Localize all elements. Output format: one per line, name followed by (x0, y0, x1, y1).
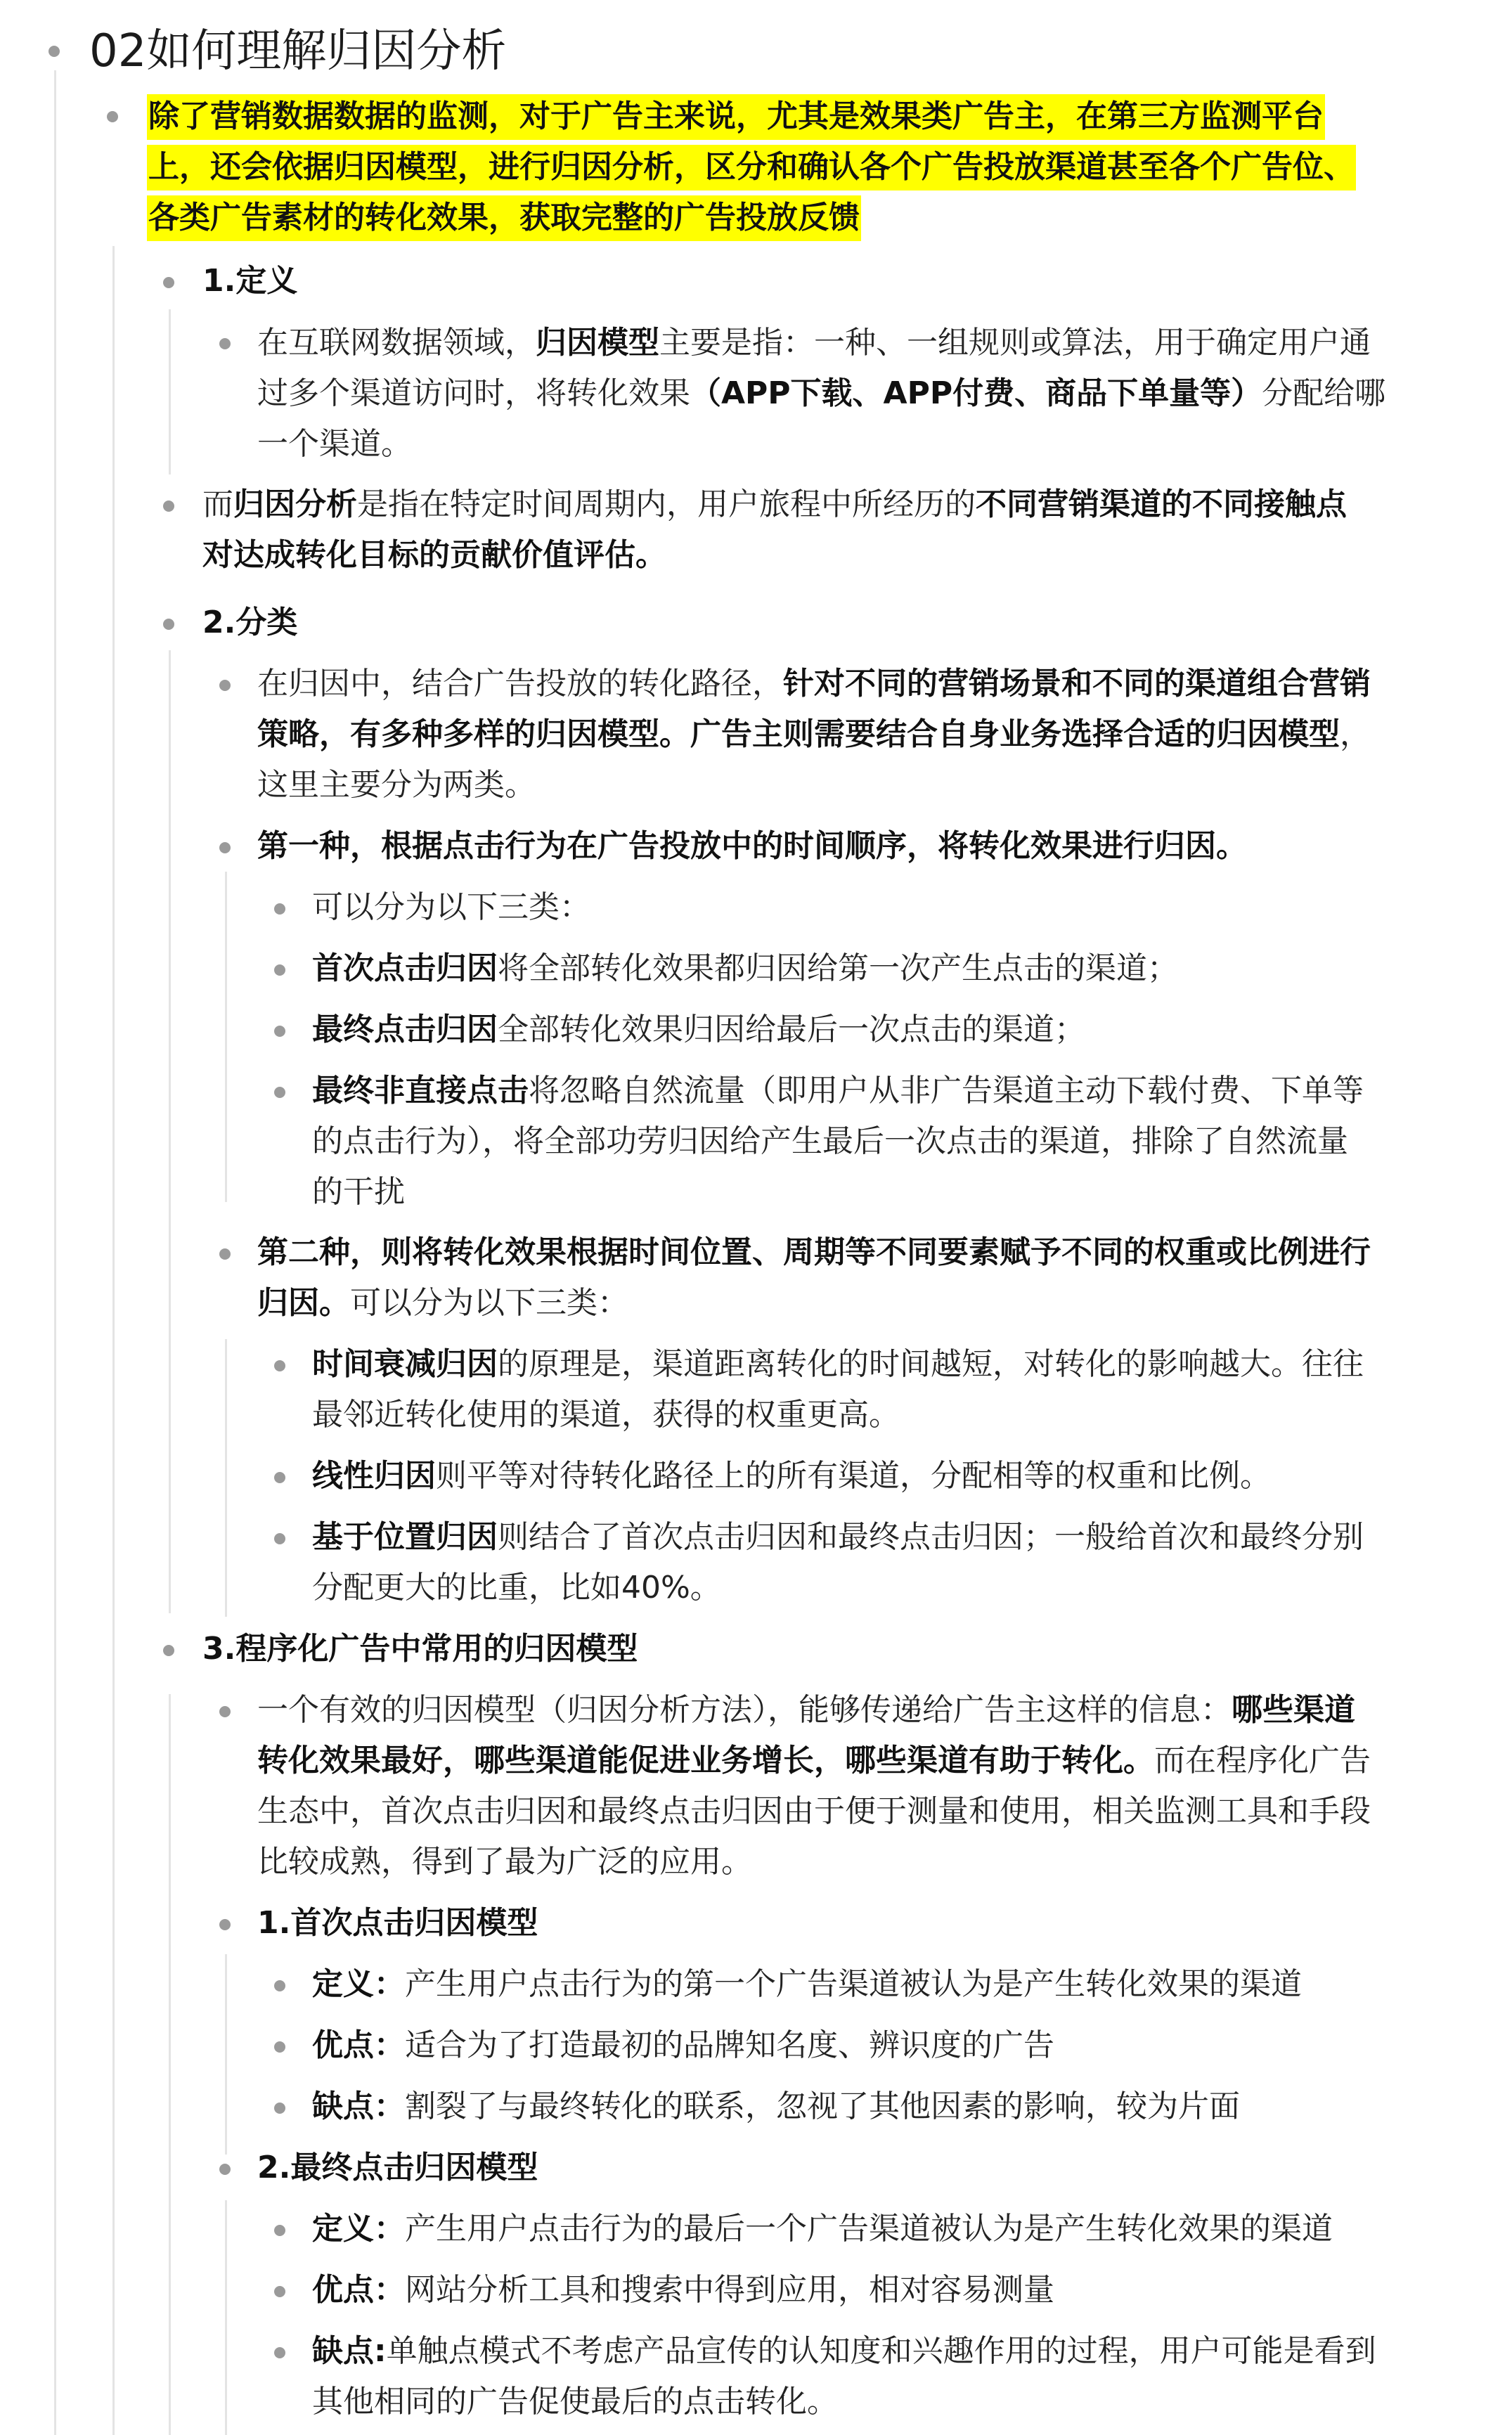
classification-section-bullet[interactable] (163, 619, 174, 630)
programmatic-intro-line-4: 比较成熟，得到了最为广泛的应用。 (257, 1844, 752, 1880)
position-based-line-2: 分配更大的比重，比如40%。 (312, 1570, 721, 1606)
indent-guide-level2 (112, 246, 115, 2435)
model1-bullet[interactable] (219, 1919, 231, 1930)
indent-guide-level4-model1 (225, 1954, 227, 2155)
classification-section-title: 2.分类 (202, 605, 298, 640)
type1-intro: 可以分为以下三类： (312, 889, 590, 925)
summary-bullet[interactable] (107, 111, 118, 122)
definition-section-title: 1.定义 (202, 263, 298, 299)
model2-definition: 定义：产生用户点击行为的最后一个广告渠道被认为是产生转化效果的渠道 (312, 2211, 1333, 2247)
programmatic-intro-line-1: 一个有效的归因模型（归因分析方法），能够传递给广告主这样的信息：哪些渠道 (257, 1692, 1355, 1728)
last-non-direct-line-1: 最终非直接点击将忽略自然流量（即用户从非广告渠道主动下载付费、下单等 (312, 1073, 1364, 1109)
indent-guide-level3-classification (169, 650, 171, 1613)
linear-item: 线性归因则平等对待转化路径上的所有渠道，分配相等的权重和比例。 (312, 1458, 1271, 1494)
definition-item-bullet[interactable] (219, 338, 231, 349)
model1-definition: 定义：产生用户点击行为的第一个广告渠道被认为是产生转化效果的渠道 (312, 1966, 1302, 2002)
programmatic-intro-bullet[interactable] (219, 1706, 231, 1717)
type1-intro-bullet[interactable] (274, 903, 285, 915)
last-non-direct-line-2: 的点击行为），将全部功劳归因给产生最后一次点击的渠道，排除了自然流量 (312, 1123, 1348, 1159)
last-click-bullet[interactable] (274, 1026, 285, 1037)
highlight-line-2: 上，还会依据归因模型，进行归因分析，区分和确认各个广告投放渠道甚至各个广告位、 (147, 142, 1356, 193)
indent-guide-level4-type2 (225, 1339, 227, 1617)
model2-con-bullet[interactable] (274, 2347, 285, 2358)
model1-con: 缺点：割裂了与最终转化的联系，忽视了其他因素的影响，较为片面 (312, 2088, 1240, 2124)
attribution-analysis-line-1: 而归因分析是指在特定时间周期内，用户旅程中所经历的不同营销渠道的不同接触点 (202, 486, 1347, 522)
definition-line-2: 过多个渠道访问时，将转化效果（APP下载、APP付费、商品下单量等）分配给哪 (257, 375, 1386, 411)
highlight-line-1: 除了营销数据数据的监测，对于广告主来说，尤其是效果类广告主，在第三方监测平台 (147, 91, 1325, 142)
definition-section-bullet[interactable] (163, 277, 174, 288)
programmatic-section-bullet[interactable] (163, 1645, 174, 1656)
indent-guide-level4-type1 (225, 872, 227, 1202)
model2-bullet[interactable] (219, 2164, 231, 2175)
model1-pro-bullet[interactable] (274, 2041, 285, 2053)
type2-bullet[interactable] (219, 1248, 231, 1260)
last-non-direct-line-3: 的干扰 (312, 1174, 405, 1210)
heading-bullet[interactable] (49, 46, 60, 57)
indent-guide-level3-programmatic (169, 1694, 171, 2435)
model2-con-line-2: 其他相同的广告促使最后的点击转化。 (312, 2384, 838, 2420)
model2-con-line-1: 缺点:单触点模式不考虑产品宣传的认知度和兴趣作用的过程，用户可能是看到 (312, 2333, 1376, 2369)
classification-intro-bullet[interactable] (219, 680, 231, 691)
model2-definition-bullet[interactable] (274, 2225, 285, 2236)
type1-title: 第一种，根据点击行为在广告投放中的时间顺序，将转化效果进行归因。 (257, 828, 1247, 864)
highlight-line-3: 各类广告素材的转化效果，获取完整的广告投放反馈 (147, 193, 861, 243)
linear-bullet[interactable] (274, 1472, 285, 1483)
last-click-item: 最终点击归因全部转化效果归因给最后一次点击的渠道； (312, 1012, 1085, 1047)
model2-pro-bullet[interactable] (274, 2286, 285, 2297)
indent-guide-level4-model2 (225, 2200, 227, 2435)
definition-line-3: 一个渠道。 (257, 426, 412, 462)
type2-line-1: 第二种，则将转化效果根据时间位置、周期等不同要素赋予不同的权重或比例进行 (257, 1234, 1371, 1270)
programmatic-intro-line-3: 生态中，首次点击归因和最终点击归因由于便于测量和使用，相关监测工具和手段 (257, 1793, 1371, 1829)
attribution-analysis-bullet[interactable] (163, 500, 174, 512)
first-click-item: 首次点击归因将全部转化效果都归因给第一次产生点击的渠道； (312, 950, 1178, 986)
classification-intro-line-1: 在归因中，结合广告投放的转化路径，针对不同的营销场景和不同的渠道组合营销 (257, 666, 1371, 702)
last-non-direct-bullet[interactable] (274, 1087, 285, 1098)
first-click-bullet[interactable] (274, 964, 285, 976)
model2-title: 2.最终点击归因模型 (257, 2150, 538, 2185)
page-title: 02如何理解归因分析 (89, 25, 507, 77)
position-based-line-1: 基于位置归因则结合了首次点击归因和最终点击归因；一般给首次和最终分别 (312, 1519, 1364, 1555)
indent-guide-level1 (54, 70, 56, 2435)
attribution-analysis-line-2: 对达成转化目标的贡献价值评估。 (202, 537, 666, 573)
time-decay-bullet[interactable] (274, 1360, 285, 1371)
model1-definition-bullet[interactable] (274, 1980, 285, 1991)
type1-bullet[interactable] (219, 842, 231, 853)
model2-pro: 优点：网站分析工具和搜索中得到应用，相对容易测量 (312, 2272, 1054, 2308)
position-based-bullet[interactable] (274, 1533, 285, 1544)
model1-con-bullet[interactable] (274, 2103, 285, 2114)
definition-line-1: 在互联网数据领域，归因模型主要是指：一种、一组规则或算法，用于确定用户通 (257, 325, 1371, 361)
model1-title: 1.首次点击归因模型 (257, 1905, 538, 1941)
model1-pro: 优点：适合为了打造最初的品牌知名度、辨识度的广告 (312, 2027, 1054, 2063)
classification-intro-line-2: 策略，有多种多样的归因模型。广告主则需要结合自身业务选择合适的归因模型， (257, 716, 1371, 752)
time-decay-line-1: 时间衰减归因的原理是，渠道距离转化的时间越短，对转化的影响越大。往往 (312, 1346, 1364, 1382)
programmatic-intro-line-2: 转化效果最好，哪些渠道能促进业务增长，哪些渠道有助于转化。而在程序化广告 (257, 1743, 1371, 1778)
indent-guide-level3-definition (169, 309, 171, 474)
programmatic-section-title: 3.程序化广告中常用的归因模型 (202, 1631, 638, 1667)
time-decay-line-2: 最邻近转化使用的渠道，获得的权重更高。 (312, 1397, 900, 1433)
type2-line-2: 归因。可以分为以下三类： (257, 1285, 628, 1321)
classification-intro-line-3: 这里主要分为两类。 (257, 767, 536, 803)
